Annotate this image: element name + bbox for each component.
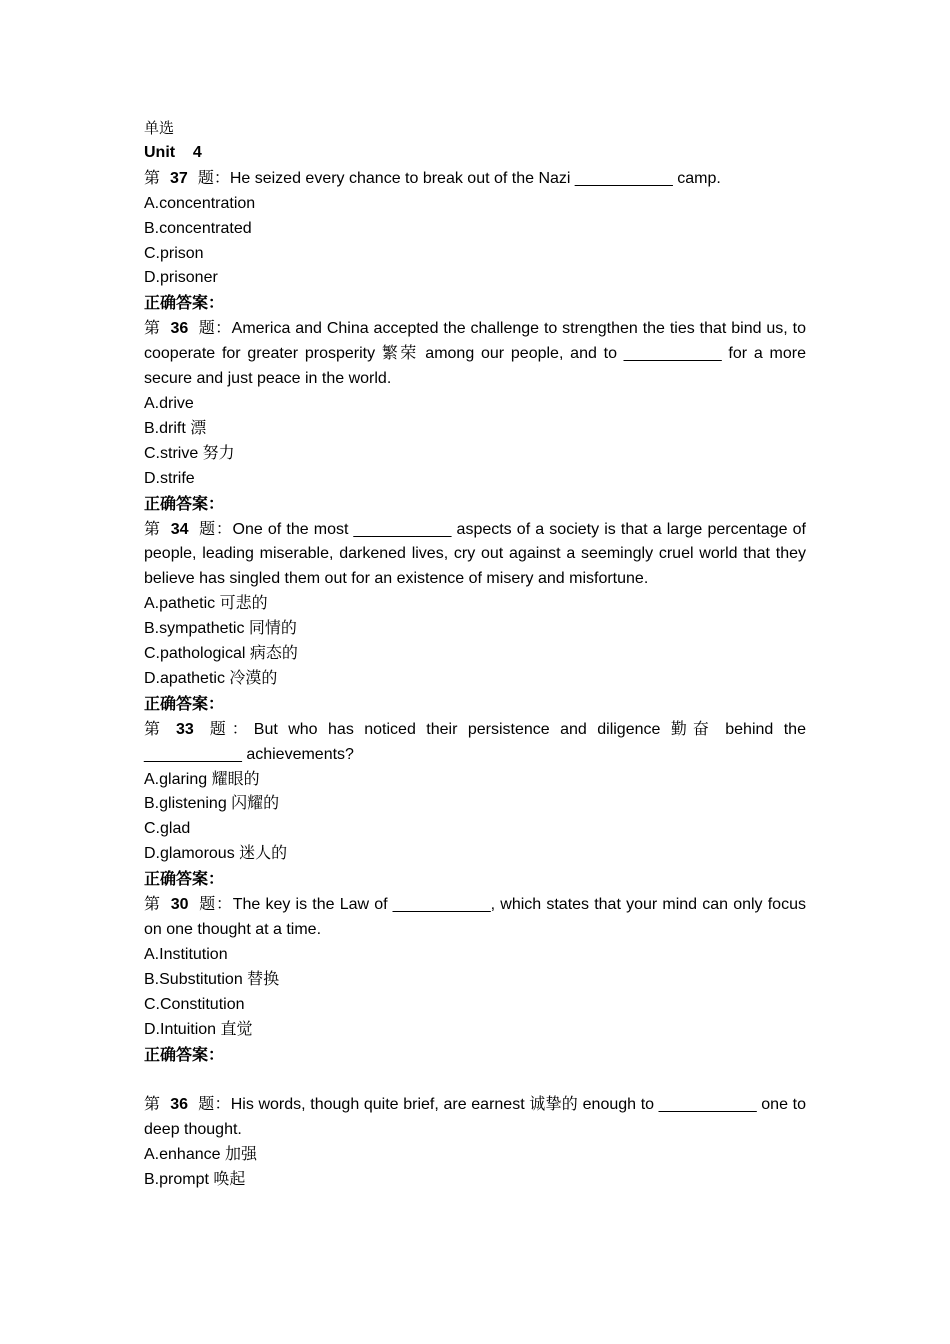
question-stem [144,717,806,768]
answer-option: D.apathetic 冷漠的 [144,669,278,687]
answer-option: A.drive [144,394,194,412]
answer-option: C.strive 努力 [144,444,235,462]
question-suffix: 题： [198,894,233,914]
answer-option: D.strife [144,469,195,487]
answer-option: A.enhance 加强 [144,1146,257,1164]
question-prefix: 第 [144,518,161,538]
question-text: But who has noticed their persistence and diligence 勤奋 behind the ___________ achievements? [144,720,806,763]
correct-answer-label: 正确答案： [144,493,225,513]
question-prefix: 第 [144,167,161,187]
question-stem [144,166,806,192]
correct-answer-label: 正确答案： [144,1044,225,1064]
spacer [144,1067,806,1092]
question-prefix: 第 [144,318,161,338]
answer-option: B.drift 漂 [144,419,207,437]
question-number: 34 [170,520,189,538]
answer-option: C.glad [144,820,191,838]
answer-option: A.Institution [144,945,228,963]
question-number: 33 [176,720,194,738]
document-page [144,116,806,1193]
question-suffix: 题： [198,318,232,338]
answer-option: C.pathological 病态的 [144,645,298,663]
answer-option: B.sympathetic 同情的 [144,620,297,638]
unit-label: Unit [144,143,176,161]
question-prefix: 第 [144,894,161,914]
answer-option: D.glamorous 迷人的 [144,845,288,863]
question-number: 37 [170,169,188,187]
correct-answer-label: 正确答案： [144,693,225,713]
correct-answer-label: 正确答案： [144,293,225,313]
question-block [144,316,806,516]
correct-answer-label: 正确答案： [144,869,225,889]
question-stem [144,892,806,943]
question-suffix: 题： [197,167,230,187]
unit-heading [144,141,806,166]
answer-option: B.glistening 闪耀的 [144,795,280,813]
question-text: His words, though quite brief, are earnest 诚挚的 enough to ___________ one to deep thought. [144,1096,806,1139]
question-text: America and China accepted the challenge to strengthen the ties that bind us, to cooperate for greater prosperity 繁荣 among our people, and to ___________ for a more secure and just peace in the world. [144,320,806,388]
answer-option: B.Substitution 替换 [144,970,280,988]
section-label: 单选 [144,119,175,137]
question-suffix: 题： [203,718,254,738]
answer-option: B.concentrated [144,219,252,237]
question-number: 36 [170,1096,189,1114]
question-stem [144,1092,806,1143]
question-block [144,166,806,316]
answer-option: C.prison [144,244,204,262]
unit-number: 4 [192,143,202,161]
question-suffix: 题： [198,1094,231,1114]
question-list [144,166,806,1193]
answer-option: A.concentration [144,194,256,212]
question-prefix: 第 [144,1094,161,1114]
question-stem [144,316,806,392]
question-block [144,1067,806,1193]
question-block [144,517,806,717]
answer-option: A.glaring 耀眼的 [144,770,260,788]
question-stem [144,517,806,593]
answer-option: B.prompt 唤起 [144,1171,246,1189]
question-number: 36 [170,320,189,338]
question-text: He seized every chance to break out of the Nazi ___________ camp. [229,169,721,187]
answer-option: D.Intuition 直觉 [144,1020,253,1038]
question-text: The key is the Law of ___________, which states that your mind can only focus on one thought at a time. [144,896,806,938]
question-suffix: 题： [198,518,233,538]
question-block [144,717,806,892]
answer-option: D.prisoner [144,269,218,287]
question-number: 30 [170,896,189,914]
question-prefix: 第 [144,718,166,738]
question-text: One of the most ___________ aspects of a society is that a large percentage of people, leading miserable, darkened lives, cry out against a seemingly cruel world that they believe has singled them out for an existence of misery and misfortune. [144,520,806,588]
answer-option: C.Constitution [144,995,245,1013]
answer-option: A.pathetic 可悲的 [144,595,268,613]
question-block [144,892,806,1067]
